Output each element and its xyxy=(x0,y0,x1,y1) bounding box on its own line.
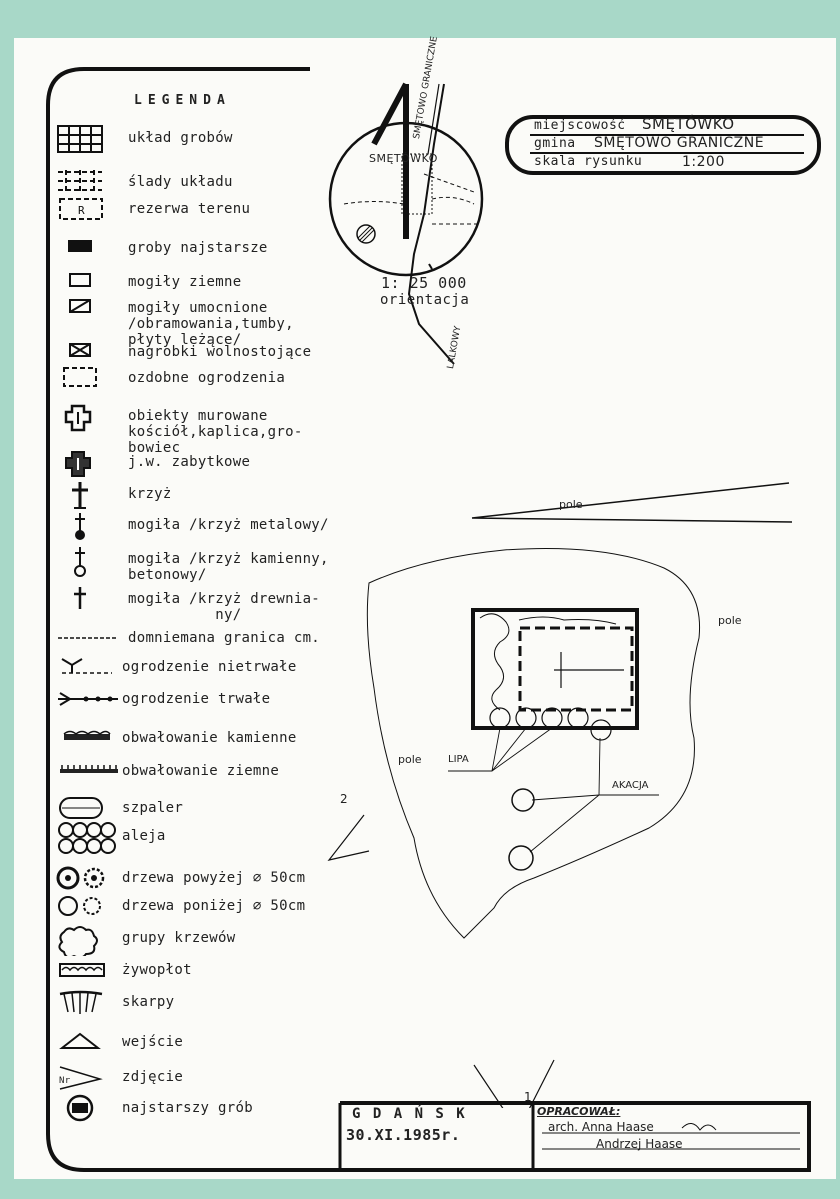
legend-item-label: domniemana granica cm. xyxy=(128,630,321,646)
location-label: miejscowość xyxy=(534,118,626,133)
filled-rect-icon xyxy=(56,234,122,270)
slashed-rect-icon xyxy=(56,294,122,330)
photo-point-2: 2 xyxy=(340,792,348,806)
legend-item-label: wejście xyxy=(122,1034,184,1050)
legend-item-label: ogrodzenie trwałe xyxy=(122,691,271,707)
church-icon xyxy=(56,402,122,438)
author-2: Andrzej Haase xyxy=(596,1137,683,1151)
legend-item-label: układ grobów xyxy=(128,130,233,146)
legend-item-label: skarpy xyxy=(122,994,175,1010)
legend-item-label: drzewa poniżej ∅ 50cm xyxy=(122,898,306,914)
legend-item-label: mogiły ziemne xyxy=(128,274,242,290)
stone-cross-icon xyxy=(56,545,122,581)
author-box-lines xyxy=(542,1118,802,1158)
field-label-east: pole xyxy=(718,614,742,627)
legend-item-label: groby najstarsze xyxy=(128,240,268,256)
legend-item-label: żywopłot xyxy=(122,962,192,978)
legend-item-label: obiekty murowane kościół,kaplica,gro- bowiec xyxy=(128,408,303,456)
legend-item-label: nagrobki wolnostojące xyxy=(128,344,312,360)
legend-item-label: obwałowanie kamienne xyxy=(122,730,297,746)
shrubs-icon xyxy=(56,924,122,960)
reserve-icon xyxy=(56,195,122,231)
scale-value: 1:200 xyxy=(682,154,725,170)
legend-item-label: najstarszy grób xyxy=(122,1100,253,1116)
wood-cross-icon xyxy=(56,585,122,621)
svg-text:R: R xyxy=(78,204,85,217)
legend-item-label: drzewa powyżej ∅ 50cm xyxy=(122,870,306,886)
tree-label-akacja: AKACJA xyxy=(612,780,649,791)
legend-item-label: ślady układu xyxy=(128,174,233,190)
orientation-caption: orientacja xyxy=(380,292,470,308)
commune-value: SMĘTOWO GRANICZNE xyxy=(594,135,765,151)
legend-item-label: aleja xyxy=(122,828,166,844)
footer-date: 30.XI.1985r. xyxy=(346,1126,461,1144)
legend-item-label: mogiła /krzyż kamienny, betonowy/ xyxy=(128,551,329,583)
legend-item-label: rezerwa terenu xyxy=(128,201,251,217)
church-filled-icon xyxy=(56,448,122,484)
field-label-north: pole xyxy=(559,498,583,511)
location-value: SMĘTÓWKO xyxy=(642,115,735,133)
footer-city: G D A Ń S K xyxy=(352,1106,467,1122)
entrance-icon xyxy=(56,1028,122,1064)
legend-item-label: krzyż xyxy=(128,486,172,502)
orientation-map xyxy=(314,64,514,394)
legend-item-label: zdjęcie xyxy=(122,1069,184,1085)
legend-item-label: ogrodzenie nietrwałe xyxy=(122,659,297,675)
legend-item-label: obwałowanie ziemne xyxy=(122,763,280,779)
temp-fence-icon xyxy=(56,653,122,689)
earth-embankment-icon xyxy=(56,757,122,793)
field-label-west: pole xyxy=(398,753,422,766)
alley-icon xyxy=(56,822,122,858)
slope-icon xyxy=(56,988,122,1024)
dashed-rect-icon xyxy=(56,364,122,400)
photo-icon-text: Nr xyxy=(59,1076,71,1086)
legend-item-label: grupy krzewów xyxy=(122,930,236,946)
legend-item-label: ozdobne ogrodzenia xyxy=(128,370,286,386)
legend-item-label: mogiła /krzyż drewnia- ny/ xyxy=(128,591,321,623)
author-1: arch. Anna Haase xyxy=(548,1120,654,1134)
legend-item-label: szpaler xyxy=(122,800,184,816)
grid-icon xyxy=(56,124,122,160)
legend-title: LEGENDA xyxy=(134,93,231,108)
perm-fence-icon xyxy=(56,685,122,721)
legend-item-label: j.w. zabytkowe xyxy=(128,454,251,470)
legend-item-label: mogiła /krzyż metalowy/ xyxy=(128,517,329,533)
metal-cross-icon xyxy=(56,511,122,547)
site-plan xyxy=(304,438,824,1108)
road-south-label: LALKOWY xyxy=(446,325,464,370)
commune-label: gmina xyxy=(534,136,576,151)
orientation-scale: 1: 25 000 xyxy=(381,274,467,292)
hedge-icon xyxy=(56,956,122,992)
road-north-label: SMĘTOWO GRANICZNE xyxy=(412,35,440,140)
oldest-grave-icon xyxy=(56,1094,122,1130)
stone-embankment-icon xyxy=(56,724,122,760)
prepared-label: OPRACOWAŁ: xyxy=(537,1105,621,1118)
photo-point-1: 1 xyxy=(524,1090,532,1104)
document-sheet xyxy=(14,35,836,1179)
village-label: SMĘTÓWKO xyxy=(369,152,438,165)
scale-label: skala rysunku xyxy=(534,154,643,169)
legend-item-label: mogiły umocnione /obramowania,tumby, płyty leżące/ xyxy=(128,300,294,348)
tree-label-lipa: LIPA xyxy=(448,754,469,765)
small-tree-icon xyxy=(56,892,122,928)
